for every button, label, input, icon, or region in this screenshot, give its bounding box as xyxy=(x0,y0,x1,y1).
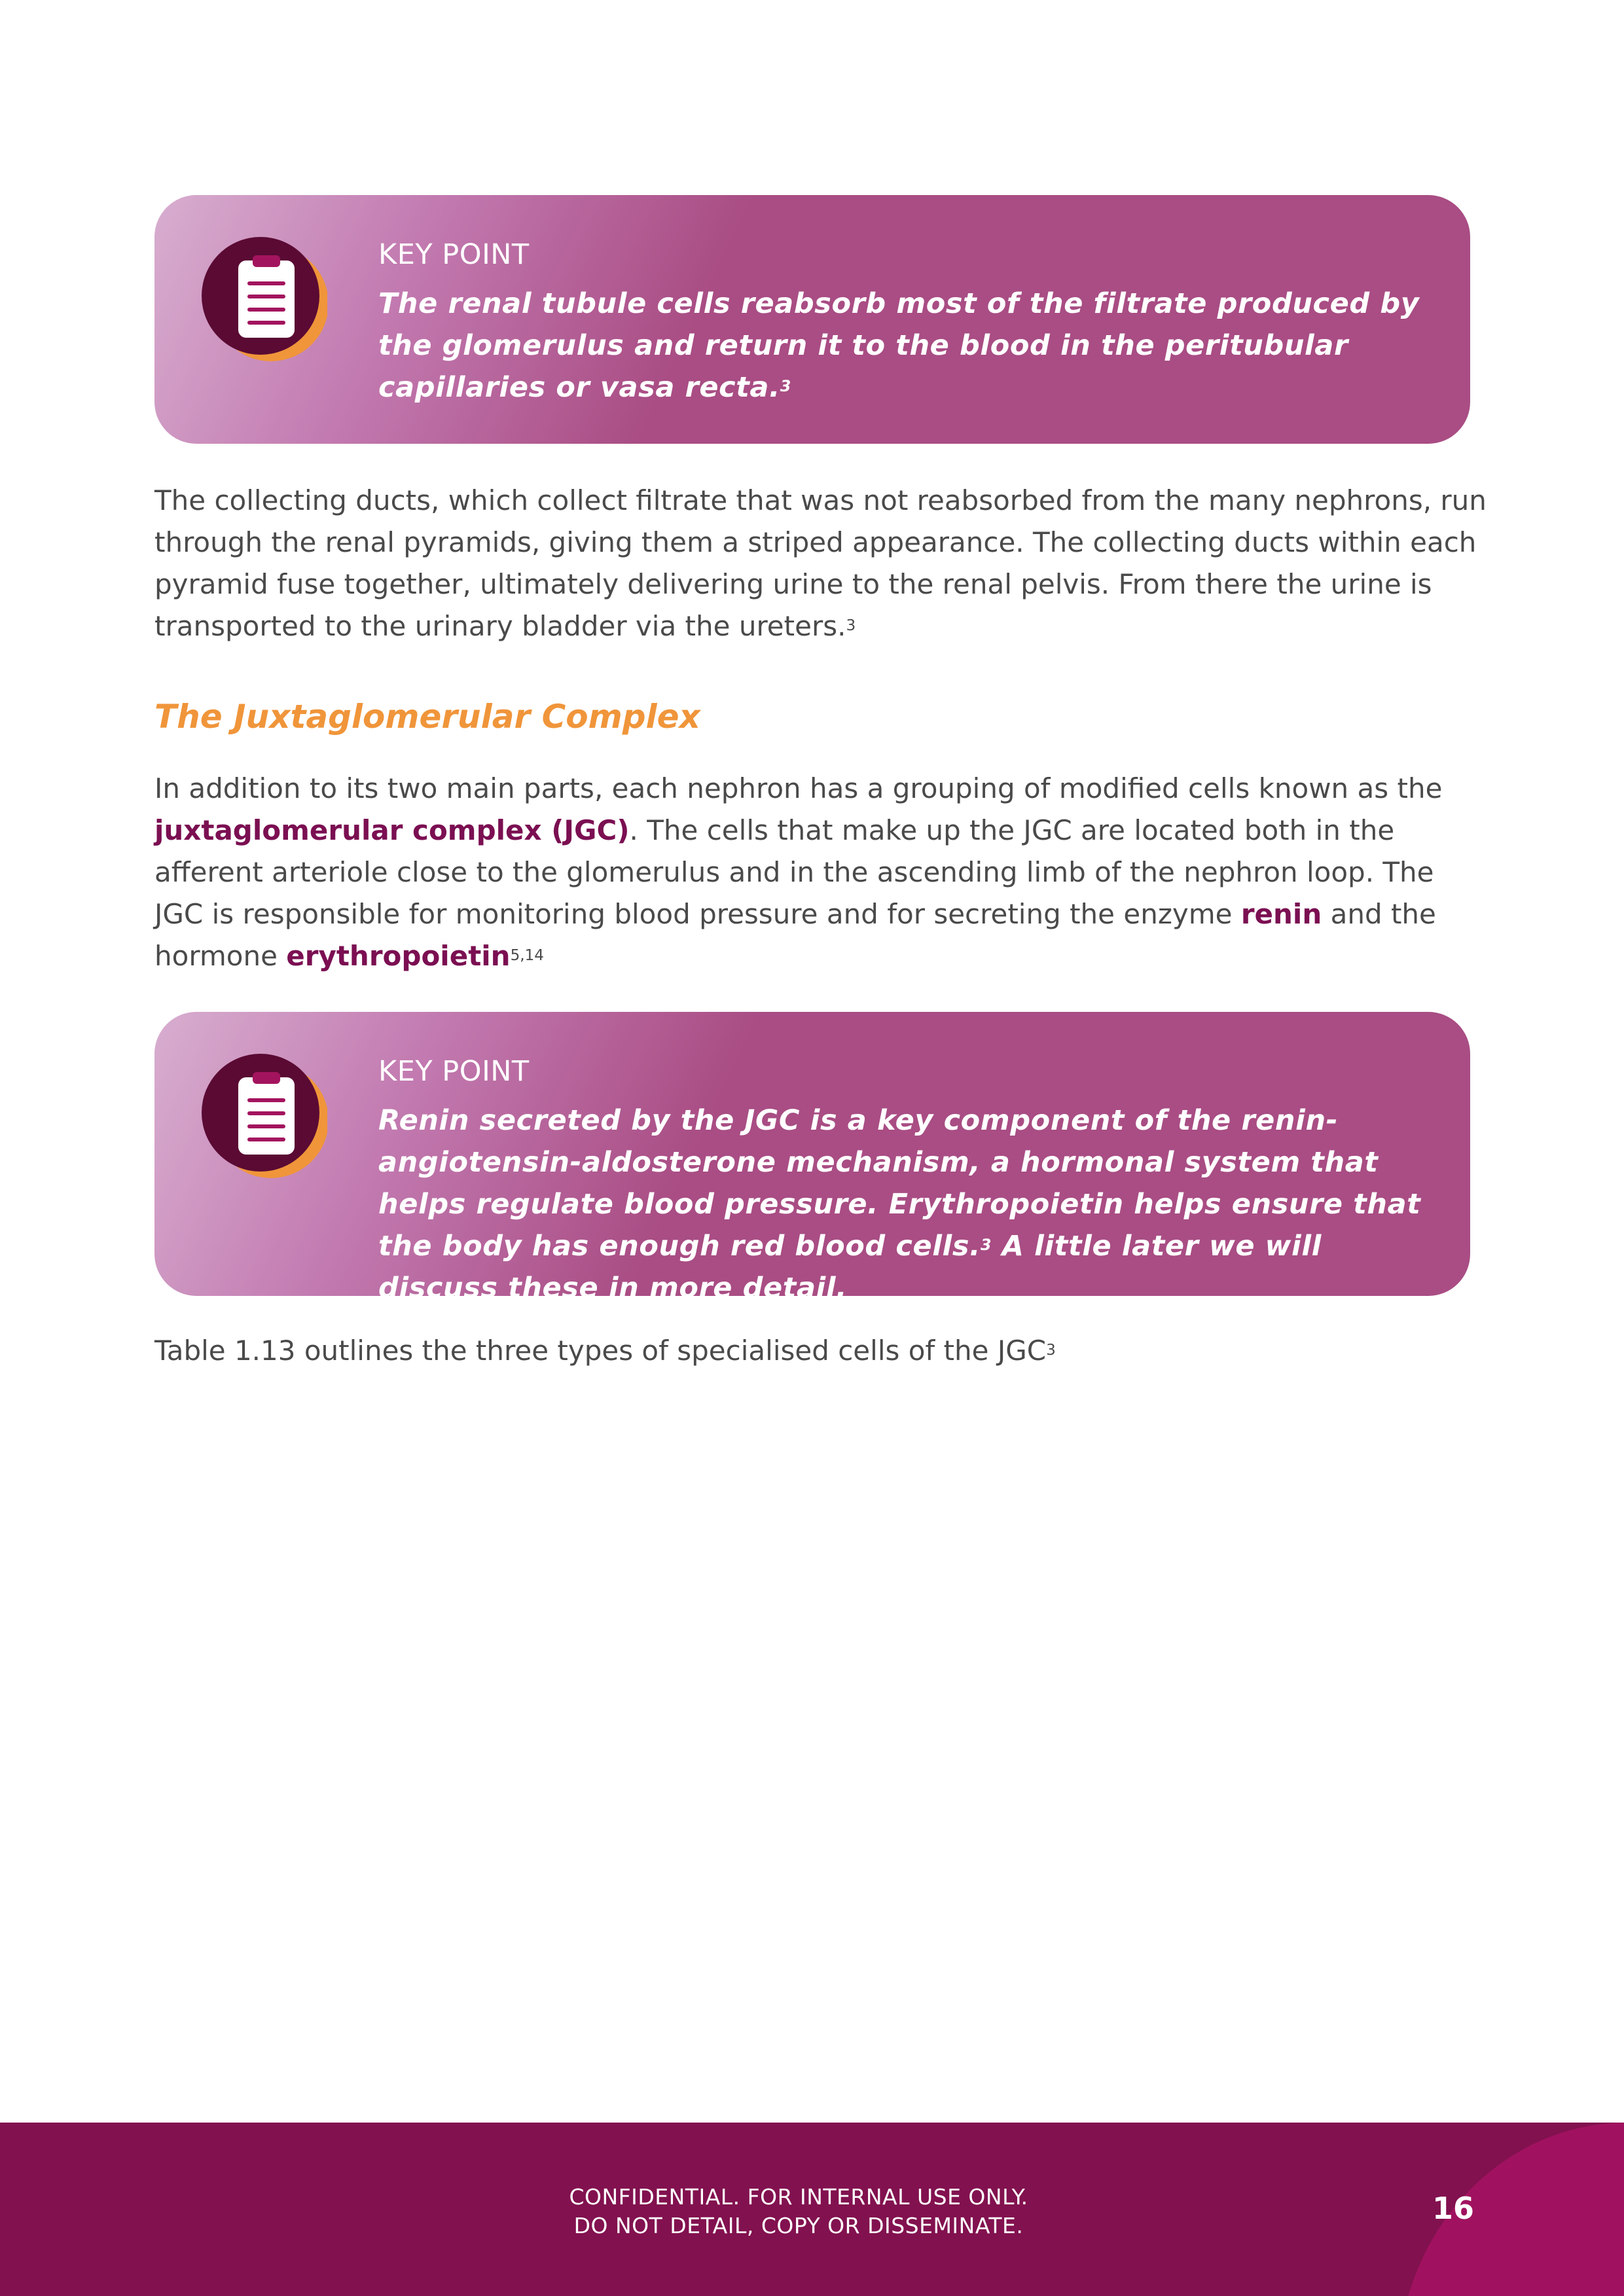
section-title: The Juxtaglomerular Complex xyxy=(154,698,700,736)
reference-superscript: 5,14 xyxy=(510,946,544,964)
reference-superscript: 3 xyxy=(981,1235,992,1254)
key-point-text: Renin secreted by the JGC is a key component of the renin-angiotensin-aldosterone mechanism, a hormonal system that helps regulate blood pressure. Erythropoietin helps ensure that the body has enough red blood cells.$^3$ A little later we will discuss these in more detail. xyxy=(378,1104,1421,1304)
page-footer xyxy=(0,2123,1624,2296)
key-point-box xyxy=(154,1012,1470,1304)
body-paragraph: The collecting ducts, which collect filtrate that was not reabsorbed from the many nephrons, run through the renal pyramids, giving them a striped appearance. The collecting ducts within each pyramid fuse together, ultimately delivering urine to the renal pelvis. From there the urine is transported to the urinary bladder via the ureters.$^3$ xyxy=(154,484,1487,642)
clipboard-icon xyxy=(199,234,327,363)
key-point-box xyxy=(154,195,1470,444)
clipboard-icon xyxy=(199,1051,327,1179)
confidentiality-notice: CONFIDENTIAL. FOR INTERNAL USE ONLY. DO NOT DETAIL, COPY OR DISSEMINATE. xyxy=(569,2184,1028,2238)
glossary-term: renin xyxy=(1240,898,1322,930)
glossary-term: erythropoietin xyxy=(286,940,511,972)
glossary-term: juxtaglomerular complex (JGC) xyxy=(154,814,630,846)
body-paragraph: Table 1.13 outlines the three types of specialised cells of the JGC$^3$ xyxy=(154,1335,1056,1367)
reference-superscript: 3 xyxy=(780,376,791,395)
key-point-label: KEY POINT xyxy=(378,1055,530,1088)
body-paragraph: In addition to its two main parts, each nephron has a grouping of modified cells known as the juxtaglomerular complex (JGC). The cells that make up the JGC are located both in the afferent arteriole close to the glomerulus and in the ascending limb of the nephron loop. The JGC is responsible for monitoring blood pressure and for secreting the enzyme renin and the hormone erythropoietin$^{5,14}$ xyxy=(154,772,1443,972)
page-number: 16 xyxy=(1432,2191,1474,2226)
key-point-label: KEY POINT xyxy=(378,238,530,271)
reference-superscript: 3 xyxy=(846,617,856,634)
key-point-text: The renal tubule cells reabsorb most of the filtrate produced by the glomerulus and return it to the blood in the peritubular capillaries or vasa recta.$^3$ xyxy=(378,287,1420,404)
reference-superscript: 3 xyxy=(1046,1341,1056,1359)
